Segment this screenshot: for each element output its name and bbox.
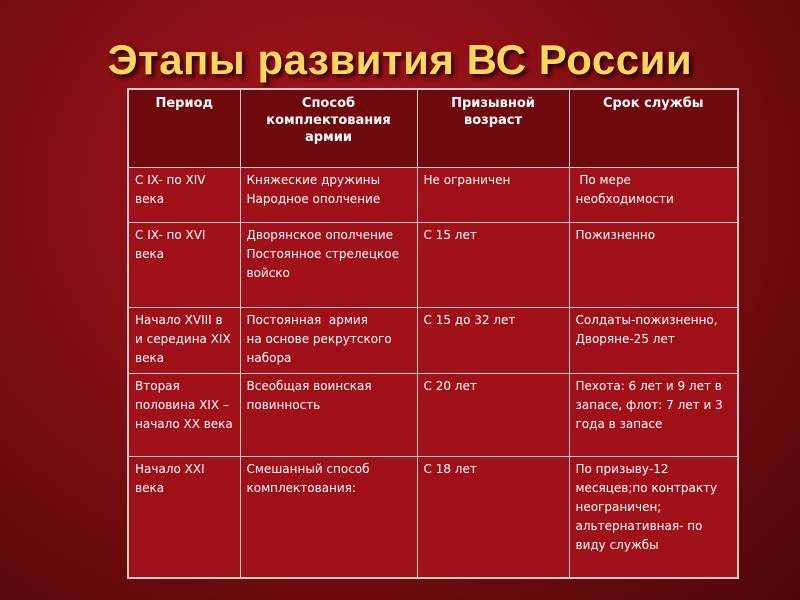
table-row — [128, 167, 738, 222]
cell-period: С IX- по XIV века — [128, 167, 240, 222]
cell-period: Вторая половина XIX – начало XX века — [128, 373, 240, 456]
cell-period: Начало XVIII в и середина XIX века — [128, 307, 240, 373]
header-age: Призывной возраст — [417, 89, 569, 167]
cell-age: Не ограничен — [417, 167, 569, 222]
cell-term: По призыву-12 месяцев;по контракту неограничен; альтернативная- по виду службы — [569, 456, 738, 578]
cell-term: По мере необходимости — [569, 167, 738, 222]
cell-method: Княжеские дружины Народное ополчение — [240, 167, 417, 222]
cell-period: Начало XXI века — [128, 456, 240, 578]
cell-method: Постоянная армия на основе рекрутского набора — [240, 307, 417, 373]
slide-title: Этапы развития ВС России — [107, 36, 693, 83]
cell-method: Всеобщая воинская повинность — [240, 373, 417, 456]
army-stages-table — [127, 88, 739, 579]
cell-age: С 20 лет — [417, 373, 569, 456]
cell-age: С 15 лет — [417, 222, 569, 307]
cell-period: С IX- по XVI века — [128, 222, 240, 307]
header-period: Период — [128, 89, 240, 167]
table-row — [128, 307, 738, 373]
table-row — [128, 373, 738, 456]
cell-term: Пехота: 6 лет и 9 лет в запасе, флот: 7 лет и 3 года в запасе — [569, 373, 738, 456]
cell-term: Солдаты-пожизненно, Дворяне-25 лет — [569, 307, 738, 373]
cell-age: С 15 до 32 лет — [417, 307, 569, 373]
header-term: Срок службы — [569, 89, 738, 167]
header-method: Способ комплектования армии — [240, 89, 417, 167]
cell-age: С 18 лет — [417, 456, 569, 578]
cell-method: Дворянское ополчение Постоянное стрелецкое войско — [240, 222, 417, 307]
table-header-row — [128, 89, 738, 167]
table-row — [128, 222, 738, 307]
cell-term: Пожизненно — [569, 222, 738, 307]
table-row — [128, 456, 738, 578]
cell-method: Смешанный способ комплектования: — [240, 456, 417, 578]
